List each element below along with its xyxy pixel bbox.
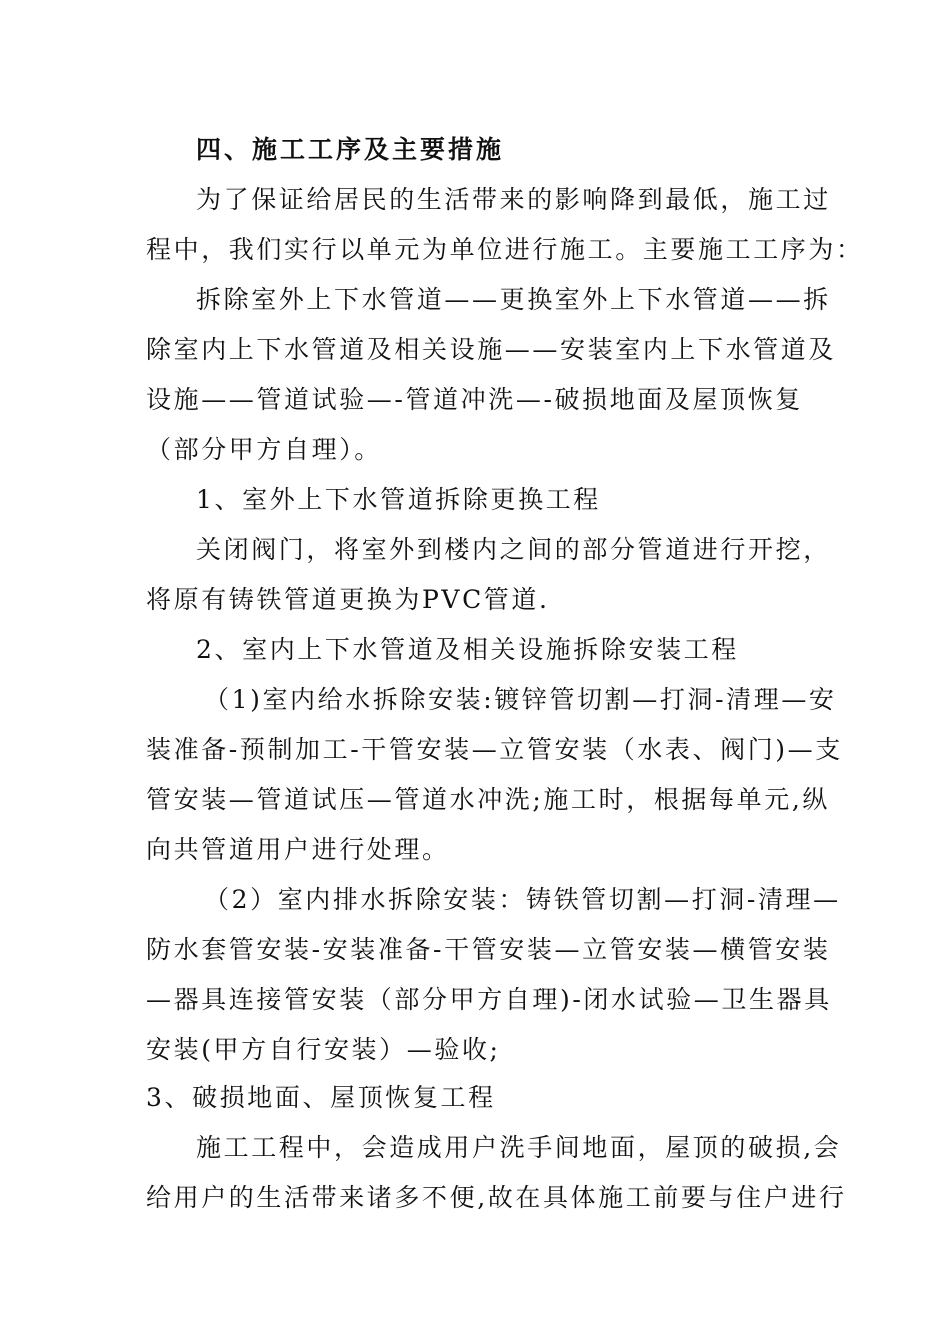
section-2-sub2-line-1: （2）室内排水拆除安装：铸铁管切割—打洞-清理— — [204, 885, 841, 914]
intro-line-2: 程中，我们实行以单元为单位进行施工。主要施工工序为： — [146, 235, 864, 264]
section-2-sub1-line-2: 装准备-预制加工-干管安装—立管安装（水表、阀门)—支 — [146, 735, 843, 764]
section-1-line-1: 关闭阀门，将室外到楼内之间的部分管道进行开挖， — [196, 535, 831, 564]
process-line-3: 设施——管道试验—-管道冲洗—-破损地面及屋顶恢复 — [146, 385, 803, 414]
section-2-sub2-line-2: 防水套管安装-安装准备-干管安装—立管安装—横管安装 — [146, 935, 831, 964]
section-1-line-2: 将原有铸铁管道更换为PVC管道. — [146, 585, 550, 614]
intro-line-1: 为了保证给居民的生活带来的影响降到最低，施工过 — [196, 185, 831, 214]
section-1-title: 1、室外上下水管道拆除更换工程 — [196, 485, 601, 514]
section-heading: 四、施工工序及主要措施 — [196, 135, 505, 164]
section-2-sub1-line-4: 向共管道用户进行处理。 — [146, 835, 450, 864]
process-line-4: （部分甲方自理）。 — [146, 435, 382, 464]
section-3-line-1: 施工工程中，会造成用户洗手间地面，屋顶的破损,会 — [196, 1133, 842, 1162]
section-2-title: 2、室内上下水管道及相关设施拆除安装工程 — [196, 635, 739, 664]
section-2-sub1-line-3: 管安装—管道试压—管道水冲洗;施工时，根据每单元,纵 — [146, 785, 830, 814]
section-3-line-2: 给用户的生活带来诸多不便,故在具体施工前要与住户进行 — [146, 1183, 847, 1212]
process-line-2: 除室内上下水管道及相关设施——安装室内上下水管道及 — [146, 335, 837, 364]
section-3-title: 3、破损地面、屋顶恢复工程 — [146, 1083, 496, 1112]
section-2-sub2-line-4: 安装(甲方自行安装）—验收; — [146, 1035, 501, 1064]
process-line-1: 拆除室外上下水管道——更换室外上下水管道——拆 — [196, 285, 831, 314]
section-2-sub1-line-1: （1)室内给水拆除安装:镀锌管切割—打洞-清理—安 — [204, 685, 837, 714]
section-2-sub2-line-3: —器具连接管安装（部分甲方自理)-闭水试验—卫生器具 — [146, 985, 832, 1014]
